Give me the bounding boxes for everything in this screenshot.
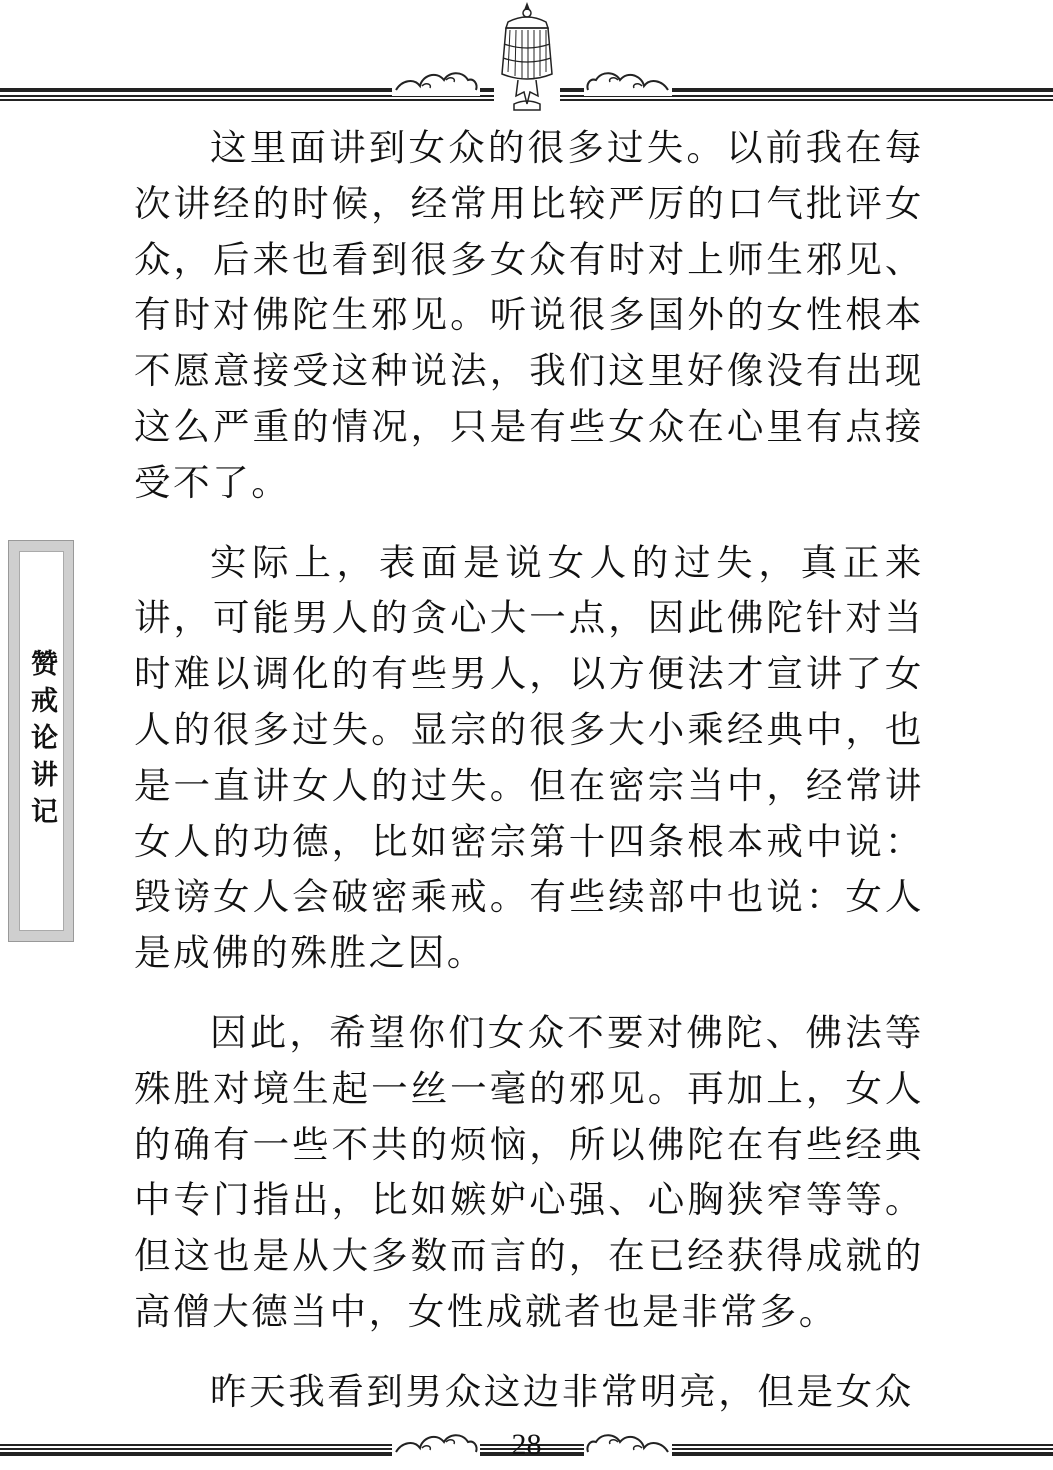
book-title: 赞戒论讲记 xyxy=(26,648,57,834)
paragraph: 昨天我看到男众这边非常明亮，但是女众 xyxy=(210,1369,914,1413)
cloud-icon xyxy=(584,62,672,96)
victory-banner-icon xyxy=(494,0,560,112)
side-title-tab xyxy=(8,540,74,942)
paragraph: 这里面讲到女众的很多过失。以前我在每次讲经的时候，经常用比较严厉的口气批评女众，后来也看到很多女众有时对上师生邪见、有时对佛陀生邪见。听说很多国外的女性根本不愿意接受这种说法，我们这里好像没有出现这么严重的情况，只是有些女众在心里有点接受不了。 xyxy=(134,126,924,504)
page-number: 28 xyxy=(511,1428,542,1461)
cloud-icon xyxy=(392,62,480,96)
main-text xyxy=(134,120,924,1420)
side-title-panel xyxy=(19,551,64,931)
paragraph: 因此，希望你们女众不要对佛陀、佛法等殊胜对境生起一丝一毫的邪见。再加上，女人的确有一些不共的烦恼，所以佛陀在有些经典中专门指出，比如嫉妒心强、心胸狭窄等等。但这也是从大多数而言的，在已经获得成就的高僧大德当中，女性成就者也是非常多。 xyxy=(134,1010,924,1333)
paragraph: 实际上，表面是说女人的过失，真正来讲，可能男人的贪心大一点，因此佛陀针对当时难以调化的有些男人，以方便法才宣讲了女人的很多过失。显宗的很多大小乘经典中，也是一直讲女人的过失。但在密宗当中，经常讲女人的功德，比如密宗第十四条根本戒中说：毁谤女人会破密乘戒。有些续部中也说：女人是成佛的殊胜之因。 xyxy=(134,540,924,975)
